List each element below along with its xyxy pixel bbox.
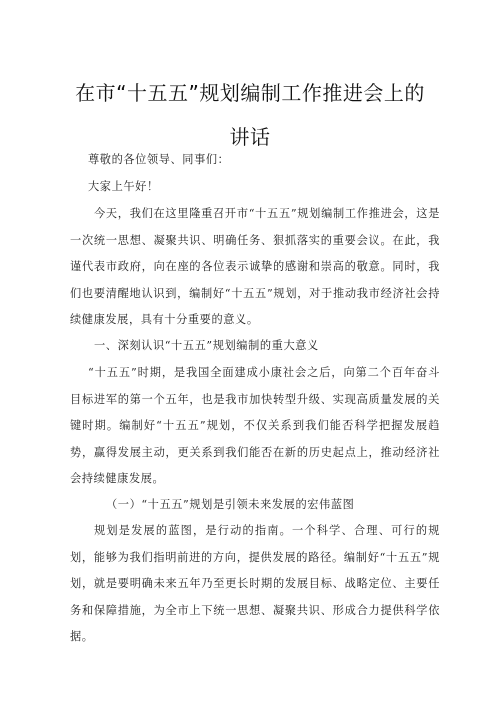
section-heading-1: 一、深刻认识“十五五”规划编制的重大意义: [94, 339, 319, 352]
subsection-heading-1: （一）“十五五”规划是引领未来发展的宏伟蓝图: [106, 498, 355, 511]
paragraph-significance: “十五五”时期，是我国全面建成小康社会之后，向第二个百年奋斗目标进军的第一个五年，也是我市加快转型升级、实现高质量发展的关键时期。编制好“十五五”规划，不仅关系到我们能否科学把握发展趋势，赢得发展主动，更关系到我们能否在新的历史起点上，推动经济社会持续健康发展。: [70, 366, 440, 485]
salutation: 尊敬的各位领导、同事们：: [88, 153, 230, 166]
greeting: 大家上午好！: [88, 180, 159, 193]
paragraph-blueprint: 规划是发展的蓝图，是行动的指南。一个科学、合理、可行的规划，能够为我们指明前进的方向，提供发展的路径。编制好“十五五”规划，就是要明确未来五年乃至更长时期的发展目标、战略定位、主要任务和保障措施，为全市上下统一思想、凝聚共识、形成合力提供科学依据。: [70, 524, 440, 643]
paragraph-intro: 今天，我们在这里隆重召开市“十五五”规划编制工作推进会，这是一次统一思想、凝聚共识、明确任务、狠抓落实的重要会议。在此，我谨代表市政府，向在座的各位表示诚挚的感谢和崇高的敬意。同时，我们也要清醒地认识到，编制好“十五五”规划，对于推动我市经济社会持续健康发展，具有十分重要的意义。: [70, 207, 440, 326]
document-title-line-2: 讲话: [229, 125, 271, 149]
document-title-line-1: 在市“十五五”规划编制工作推进会上的: [75, 81, 425, 105]
